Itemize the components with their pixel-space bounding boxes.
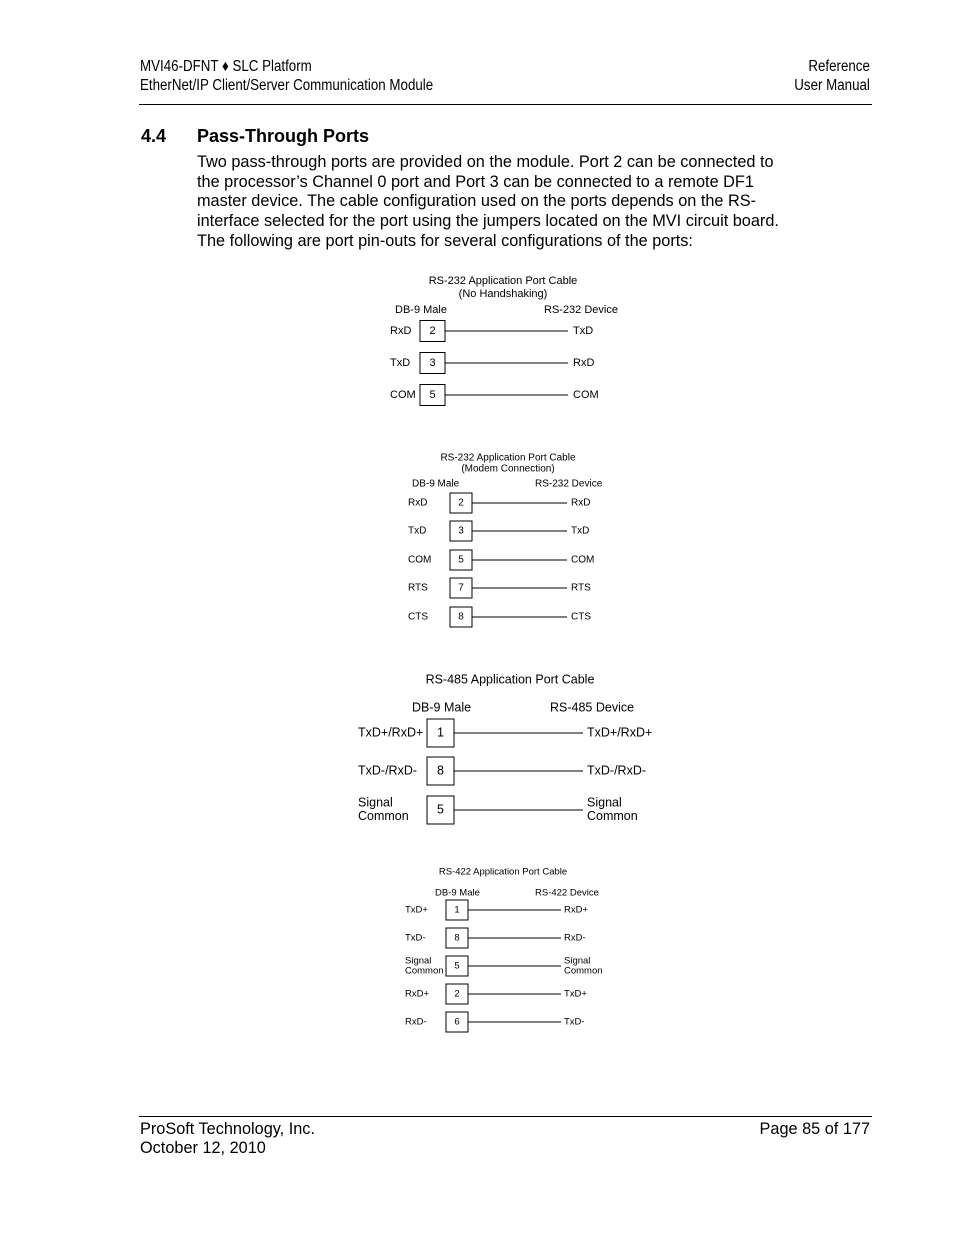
right-pin-label: TxD-/RxD- xyxy=(587,763,647,778)
pin-number: 2 xyxy=(458,497,464,509)
right-pin-label: TxD+ xyxy=(564,988,587,1000)
header-product-line: MVI46-DFNT ♦ SLC Platform xyxy=(140,58,312,75)
header-manual-type: User Manual xyxy=(794,77,870,94)
left-pin-label: RxD+ xyxy=(405,988,430,1000)
left-pin-label: RxD- xyxy=(405,1016,427,1028)
right-pin-label: TxD+/RxD+ xyxy=(587,725,653,740)
pin-number: 2 xyxy=(429,324,436,337)
right-pin-label: Signal xyxy=(564,955,591,967)
page-footer-right xyxy=(760,1120,870,1139)
left-pin-label: Common xyxy=(405,965,444,977)
diagram-title: (Modem Connection) xyxy=(461,463,555,475)
body-line: The following are port pin-outs for several configurations of the ports: xyxy=(197,231,693,250)
header-doc-type: Reference xyxy=(808,58,870,75)
pin-number: 7 xyxy=(458,582,464,594)
right-column-header: RS-422 Device xyxy=(535,887,599,899)
left-pin-label: TxD xyxy=(390,356,411,369)
left-column-header: DB-9 Male xyxy=(395,303,447,316)
right-pin-label: COM xyxy=(571,554,595,566)
footer-divider xyxy=(139,1116,872,1117)
diagram-title: RS-422 Application Port Cable xyxy=(438,866,568,878)
right-pin-label: RxD xyxy=(573,356,595,369)
left-pin-label: TxD+/RxD+ xyxy=(358,725,424,740)
pin-number: 8 xyxy=(437,763,444,778)
section-number: 4.4 xyxy=(141,126,167,146)
diagram-title: (No Handshaking) xyxy=(458,287,548,300)
right-pin-label: Common xyxy=(587,809,638,824)
right-pin-label: RxD xyxy=(571,497,591,509)
left-pin-label: CTS xyxy=(408,611,428,623)
left-pin-label: TxD+ xyxy=(405,904,428,916)
footer-date: October 12, 2010 xyxy=(140,1139,266,1157)
right-pin-label: RxD+ xyxy=(564,904,589,916)
left-column-header: DB-9 Male xyxy=(412,478,460,490)
left-pin-label: Signal xyxy=(405,955,432,967)
left-pin-label: Signal xyxy=(358,795,393,810)
diagram-title: RS-232 Application Port Cable xyxy=(440,452,576,464)
body-line: the processor’s Channel 0 port and Port 3 can be connected to a remote DF1 xyxy=(197,172,754,191)
left-pin-label: TxD- xyxy=(405,932,426,944)
left-pin-label: TxD-/RxD- xyxy=(358,763,418,778)
right-pin-label: TxD- xyxy=(564,1016,585,1028)
pin-number: 6 xyxy=(454,1016,460,1028)
header-module-name: EtherNet/IP Client/Server Communication Module xyxy=(140,77,434,94)
left-pin-label: COM xyxy=(408,554,432,566)
pin-number: 5 xyxy=(429,388,436,401)
right-pin-label: RxD- xyxy=(564,932,586,944)
right-pin-label: RTS xyxy=(571,582,591,594)
pin-number: 5 xyxy=(454,960,460,972)
right-column-header: RS-485 Device xyxy=(550,700,635,715)
left-pin-label: RTS xyxy=(408,582,428,594)
pin-number: 2 xyxy=(454,988,460,1000)
pin-number: 3 xyxy=(458,525,464,537)
section-title: Pass-Through Ports xyxy=(197,126,370,146)
pin-number: 5 xyxy=(458,554,464,566)
footer-page-number: Page 85 of 177 xyxy=(759,1120,870,1138)
pin-number: 1 xyxy=(437,725,444,740)
left-pin-label: RxD xyxy=(408,497,428,509)
pin-number: 5 xyxy=(437,802,444,817)
left-pin-label: RxD xyxy=(390,324,412,337)
right-pin-label: CTS xyxy=(571,611,591,623)
diagram-title: RS-485 Application Port Cable xyxy=(425,672,595,687)
left-pin-label: COM xyxy=(390,388,416,401)
left-column-header: DB-9 Male xyxy=(435,887,480,899)
left-pin-label: TxD xyxy=(408,525,427,537)
body-line: interface selected for the port using the jumpers located on the MVI circuit board. xyxy=(197,212,779,231)
right-pin-label: COM xyxy=(573,388,599,401)
pin-number: 1 xyxy=(454,904,460,916)
right-pin-label: Common xyxy=(564,965,603,977)
page-footer-left xyxy=(140,1120,315,1158)
pin-number: 8 xyxy=(458,611,464,623)
pin-number: 3 xyxy=(429,356,436,369)
footer-company: ProSoft Technology, Inc. xyxy=(140,1120,315,1138)
left-pin-label: Common xyxy=(358,809,409,824)
left-column-header: DB-9 Male xyxy=(412,700,472,715)
body-line: Two pass-through ports are provided on the module. Port 2 can be connected to xyxy=(197,153,774,171)
right-column-header: RS-232 Device xyxy=(544,303,618,316)
right-pin-label: TxD xyxy=(573,324,594,337)
right-column-header: RS-232 Device xyxy=(535,478,603,490)
pin-number: 8 xyxy=(454,932,460,944)
right-pin-label: Signal xyxy=(587,795,622,810)
diagram-title: RS-232 Application Port Cable xyxy=(428,274,578,287)
right-pin-label: TxD xyxy=(571,525,590,537)
body-line: master device. The cable configuration used on the ports depends on the RS- xyxy=(197,192,757,211)
